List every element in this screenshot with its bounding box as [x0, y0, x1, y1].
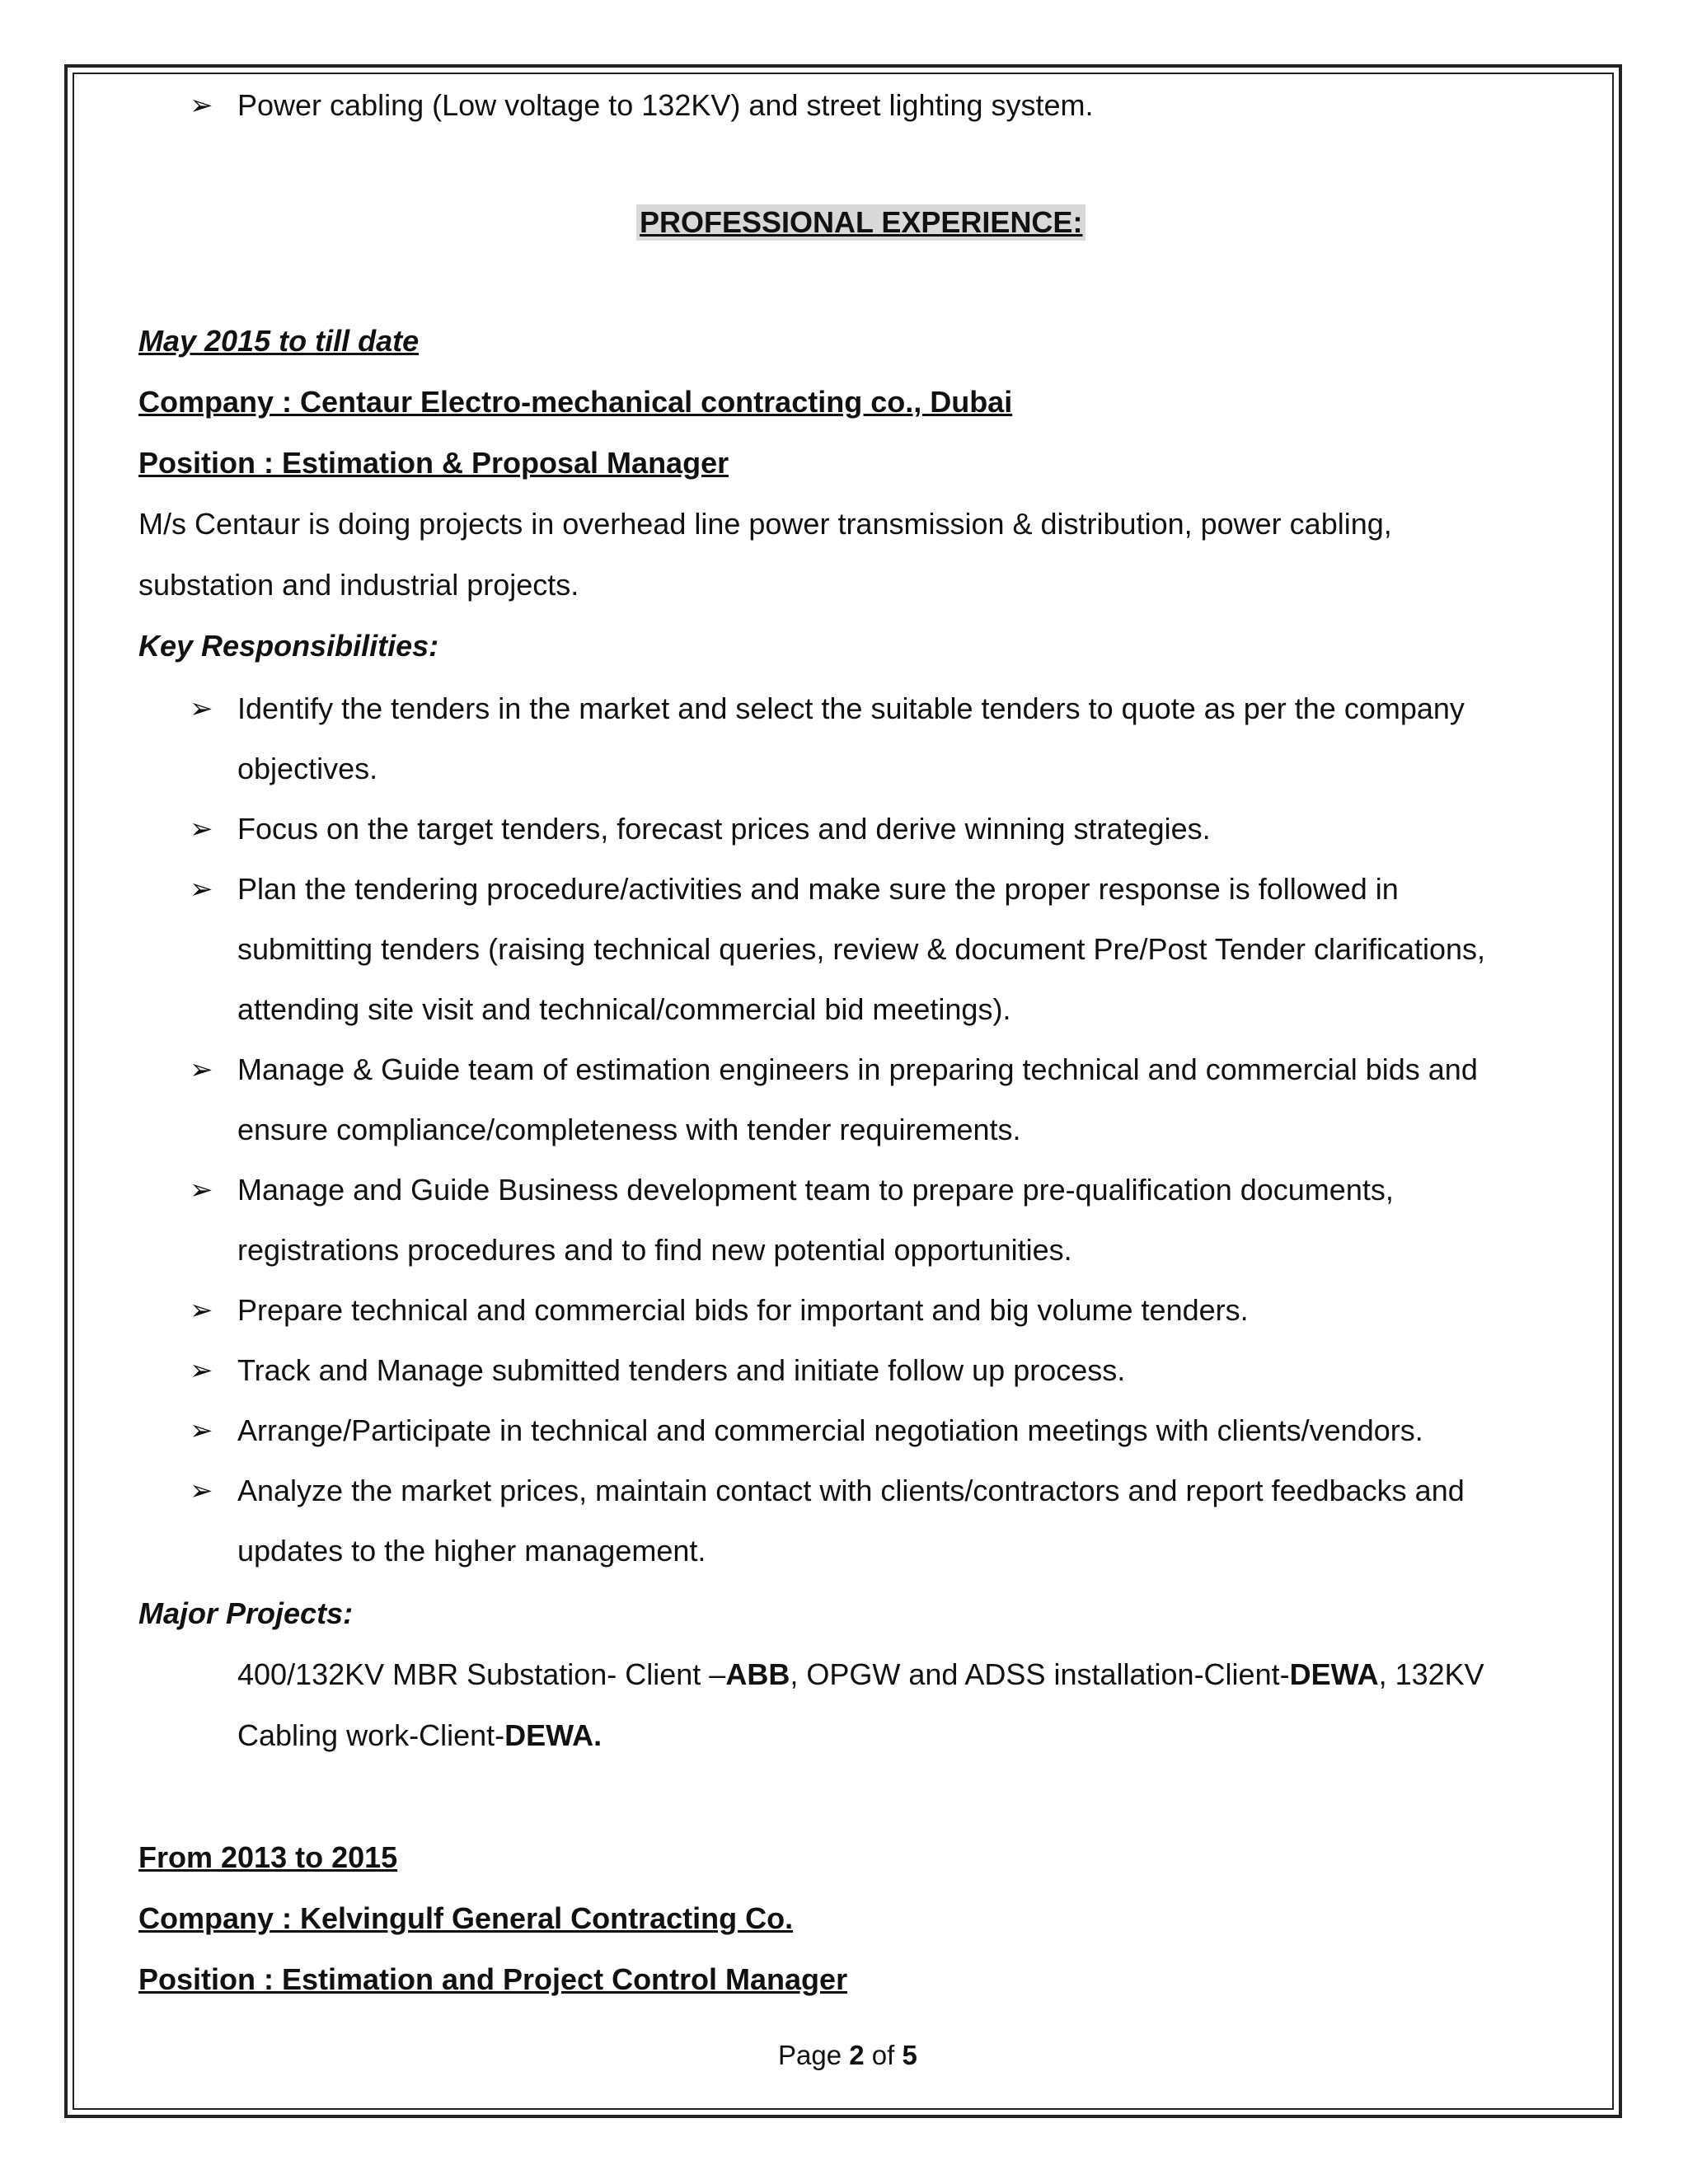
job2-company: Company : Kelvingulf General Contracting Co.: [138, 1901, 794, 1935]
page-prefix: Page: [778, 2040, 850, 2070]
bullet-arrow-icon: ➢: [190, 874, 213, 905]
section-heading: PROFESSIONAL EXPERIENCE:: [636, 204, 1085, 241]
responsibility-text: Identify the tenders in the market and select the suitable tenders to quote as per the company: [237, 691, 1465, 725]
page-total: 5: [902, 2040, 917, 2070]
responsibility-text: submitting tenders (raising technical queries, review & document Pre/Post Tender clarifications,: [237, 932, 1486, 966]
projects-text: 400/132KV MBR Substation- Client –: [237, 1657, 726, 1691]
projects-heading: Major Projects:: [138, 1596, 354, 1630]
bullet-arrow-icon: ➢: [190, 1475, 213, 1507]
projects-text: , OPGW and ADSS installation-Client-: [790, 1657, 1290, 1691]
projects-line1: [237, 1657, 1484, 1693]
projects-line2: [237, 1718, 602, 1754]
responsibility-text: updates to the higher management.: [237, 1534, 706, 1568]
job1-period: May 2015 to till date: [138, 324, 420, 358]
responsibility-text: attending site visit and technical/commercial bid meetings).: [237, 992, 1011, 1026]
job2-position: Position : Estimation and Project Control Manager: [138, 1962, 848, 1996]
responsibility-text: Manage and Guide Business development team to prepare pre-qualification documents,: [237, 1173, 1394, 1207]
bullet-arrow-icon: ➢: [190, 1174, 213, 1206]
responsibility-text: Prepare technical and commercial bids for important and big volume tenders.: [237, 1293, 1249, 1327]
bullet-arrow-icon: ➢: [190, 1295, 213, 1326]
responsibility-text: ensure compliance/completeness with tender requirements.: [237, 1113, 1021, 1146]
responsibility-text: Analyze the market prices, maintain contact with clients/contractors and report feedbacks and: [237, 1474, 1465, 1507]
top-bullet-text: Power cabling (Low voltage to 132KV) and street lighting system.: [237, 88, 1094, 122]
projects-text: , 132KV: [1378, 1657, 1484, 1691]
responsibility-text: Arrange/Participate in technical and commercial negotiation meetings with clients/vendors.: [237, 1413, 1423, 1447]
bullet-arrow-icon: ➢: [190, 693, 213, 724]
client-dewa: DEWA.: [504, 1718, 603, 1752]
responsibility-text: Plan the tendering procedure/activities and make sure the proper response is followed in: [237, 872, 1399, 906]
job1-description-line2: substation and industrial projects.: [138, 568, 579, 602]
bullet-arrow-icon: ➢: [190, 1355, 213, 1386]
responsibility-text: Focus on the target tenders, forecast prices and derive winning strategies.: [237, 812, 1211, 846]
bullet-arrow-icon: ➢: [190, 90, 213, 121]
bullet-arrow-icon: ➢: [190, 1415, 213, 1446]
job2-period: From 2013 to 2015: [138, 1840, 398, 1874]
bullet-arrow-icon: ➢: [190, 1054, 213, 1085]
page-border-inner: [73, 73, 1614, 2110]
client-abb: ABB: [725, 1657, 790, 1691]
job1-company: Company : Centaur Electro-mechanical contracting co., Dubai: [138, 385, 1013, 419]
page-middle: of: [864, 2040, 903, 2070]
responsibilities-heading: Key Responsibilities:: [138, 629, 439, 663]
client-dewa: DEWA: [1289, 1657, 1379, 1691]
projects-text: Cabling work-Client-: [237, 1718, 505, 1752]
responsibility-text: Track and Manage submitted tenders and initiate follow up process.: [237, 1353, 1126, 1387]
responsibility-text: Manage & Guide team of estimation engineers in preparing technical and commercial bids and: [237, 1052, 1478, 1086]
page-current: 2: [849, 2040, 865, 2070]
page-number: [778, 2039, 917, 2072]
job1-position: Position : Estimation & Proposal Manager: [138, 446, 729, 480]
responsibility-text: registrations procedures and to find new potential opportunities.: [237, 1233, 1072, 1267]
responsibility-text: objectives.: [237, 752, 378, 785]
bullet-arrow-icon: ➢: [190, 813, 213, 845]
job1-description-line1: M/s Centaur is doing projects in overhead line power transmission & distribution, power cabling,: [138, 507, 1392, 541]
